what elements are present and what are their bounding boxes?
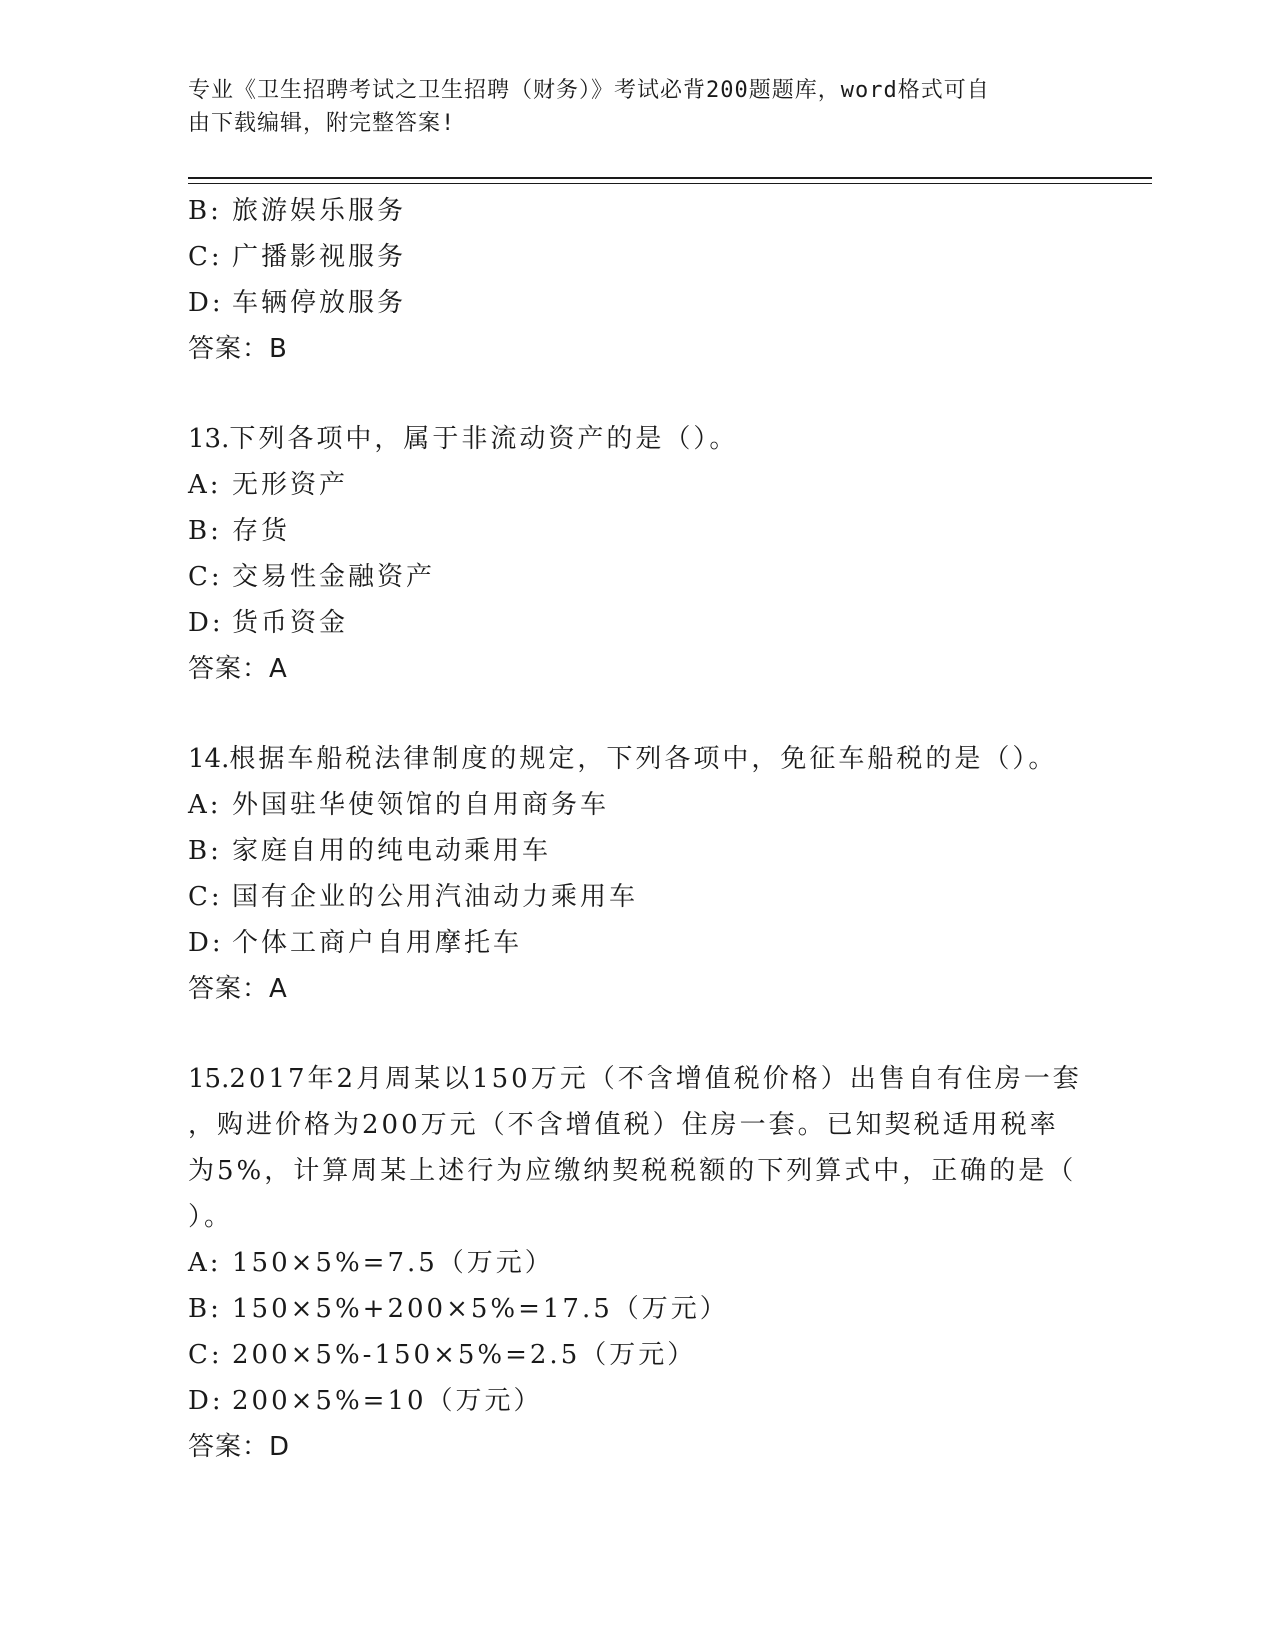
- option-d: D: 200×5%=10（万元）: [188, 1386, 543, 1416]
- question-15: [188, 1056, 1088, 1470]
- question-text-line-2: ，购进价格为200万元（不含增值税）住房一套。已知契税适用税率: [188, 1110, 1059, 1140]
- option-b: B: 旅游娱乐服务: [188, 196, 407, 226]
- header-line-2: 由下载编辑，附完整答案!: [188, 111, 456, 136]
- question-12-tail: [188, 188, 1088, 372]
- option-c: C: 交易性金融资产: [188, 562, 436, 592]
- question-14: [188, 736, 1088, 1012]
- option-c: C: 200×5%-150×5%=2.5（万元）: [188, 1340, 697, 1370]
- question-text-line-4: ）。: [188, 1202, 234, 1232]
- option-b: B: 家庭自用的纯电动乘用车: [188, 836, 552, 866]
- option-b: B: 150×5%+200×5%=17.5（万元）: [188, 1294, 729, 1324]
- option-a: A: 无形资产: [188, 470, 349, 500]
- answer: 答案：A: [188, 974, 288, 1004]
- answer: 答案：B: [188, 334, 288, 364]
- option-d: D: 车辆停放服务: [188, 288, 407, 318]
- option-d: D: 货币资金: [188, 608, 349, 638]
- option-a: A: 外国驻华使领馆的自用商务车: [188, 790, 610, 820]
- option-b: B: 存货: [188, 516, 291, 546]
- option-c: C: 广播影视服务: [188, 242, 407, 272]
- header-line-1: 专业《卫生招聘考试之卫生招聘（财务）》考试必背200题题库，word格式可自: [188, 78, 990, 103]
- question-text-line-3: 为5%，计算周某上述行为应缴纳契税税额的下列算式中，正确的是（: [188, 1156, 1077, 1186]
- option-c: C: 国有企业的公用汽油动力乘用车: [188, 882, 639, 912]
- page-header: [188, 74, 1068, 140]
- question-text: 13.下列各项中，属于非流动资产的是（）。: [188, 424, 739, 454]
- option-a: A: 150×5%=7.5（万元）: [188, 1248, 554, 1278]
- answer: 答案：D: [188, 1432, 291, 1462]
- question-13: [188, 416, 1088, 692]
- header-rule-thick: [188, 177, 1152, 179]
- option-d: D: 个体工商户自用摩托车: [188, 928, 523, 958]
- question-text: 14.根据车船税法律制度的规定，下列各项中，免征车船税的是（）。: [188, 744, 1058, 774]
- answer: 答案：A: [188, 654, 288, 684]
- header-rule-thin: [188, 183, 1152, 184]
- question-text-line-1: 15.2017年2月周某以150万元（不含增值税价格）出售自有住房一套: [188, 1064, 1082, 1094]
- question-content: [188, 188, 1088, 1470]
